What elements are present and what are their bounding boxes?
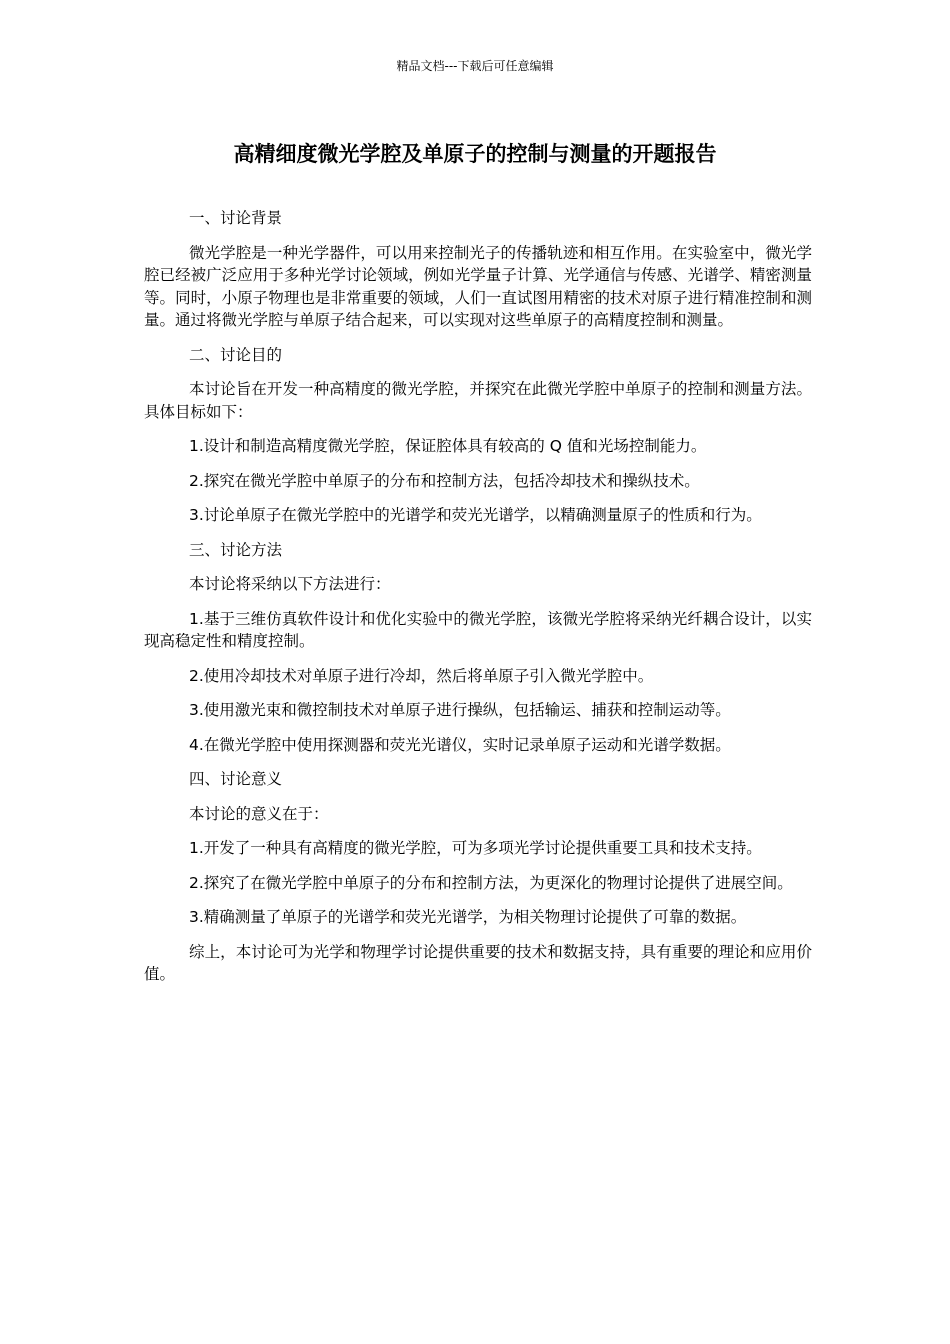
methods-item: 3.使用激光束和微控制技术对单原子进行操纵，包括输运、捕获和控制运动等。 [189, 701, 731, 719]
purpose-item: 1.设计和制造高精度微光学腔，保证腔体具有较高的 Q 值和光场控制能力。 [189, 437, 707, 455]
methods-item: 4.在微光学腔中使用探测器和荧光光谱仪，实时记录单原子运动和光谱学数据。 [189, 735, 731, 754]
significance-item: 1.开发了一种具有高精度的微光学腔，可为多项光学讨论提供重要工具和技术支持。 [189, 839, 762, 857]
section-heading-methods: 三、讨论方法 [189, 540, 283, 559]
methods-item: 2.使用冷却技术对单原子进行冷却，然后将单原子引入微光学腔中。 [189, 666, 654, 685]
page-header: 精品文档---下载后可任意编辑 [396, 59, 554, 73]
purpose-item: 2.探究在微光学腔中单原子的分布和控制方法，包括冷却技术和操纵技术。 [189, 471, 700, 490]
significance-intro: 本讨论的意义在于： [189, 804, 329, 823]
background-paragraph: 微光学腔是一种光学器件，可以用来控制光子的传播轨迹和相互作用。在实验室中，微光学腔已经被广泛应用于多种光学讨论领域，例如光学量子计算、光学通信与传感、光谱学、精密测量等。同时，小原子物理也是非常重要的领域，人们一直试图用精密的技术对原子进行精准控制和测量。通过将微光学腔与单原子结合起来，可以实现对这些单原子的高精度控制和测量。 [144, 243, 812, 329]
section-heading-background: 一、讨论背景 [189, 209, 283, 227]
conclusion-paragraph: 综上，本讨论可为光学和物理学讨论提供重要的技术和数据支持，具有重要的理论和应用价值。 [144, 942, 812, 983]
significance-item: 2.探究了在微光学腔中单原子的分布和控制方法，为更深化的物理讨论提供了进展空间。 [189, 873, 793, 892]
section-heading-purpose: 二、讨论目的 [189, 345, 283, 364]
section-heading-significance: 四、讨论意义 [189, 770, 283, 788]
document-title: 高精细度微光学腔及单原子的控制与测量的开题报告 [233, 142, 717, 166]
document-body [144, 207, 812, 998]
methods-intro: 本讨论将采纳以下方法进行： [189, 575, 391, 593]
purpose-intro: 本讨论旨在开发一种高精度的微光学腔，并探究在此微光学腔中单原子的控制和测量方法。具体目标如下： [144, 380, 812, 421]
methods-item: 1.基于三维仿真软件设计和优化实验中的微光学腔，该微光学腔将采纳光纤耦合设计，以实现高稳定性和精度控制。 [144, 609, 812, 650]
purpose-item: 3.讨论单原子在微光学腔中的光谱学和荧光光谱学，以精确测量原子的性质和行为。 [189, 506, 762, 524]
significance-item: 3.精确测量了单原子的光谱学和荧光光谱学，为相关物理讨论提供了可靠的数据。 [189, 908, 747, 926]
